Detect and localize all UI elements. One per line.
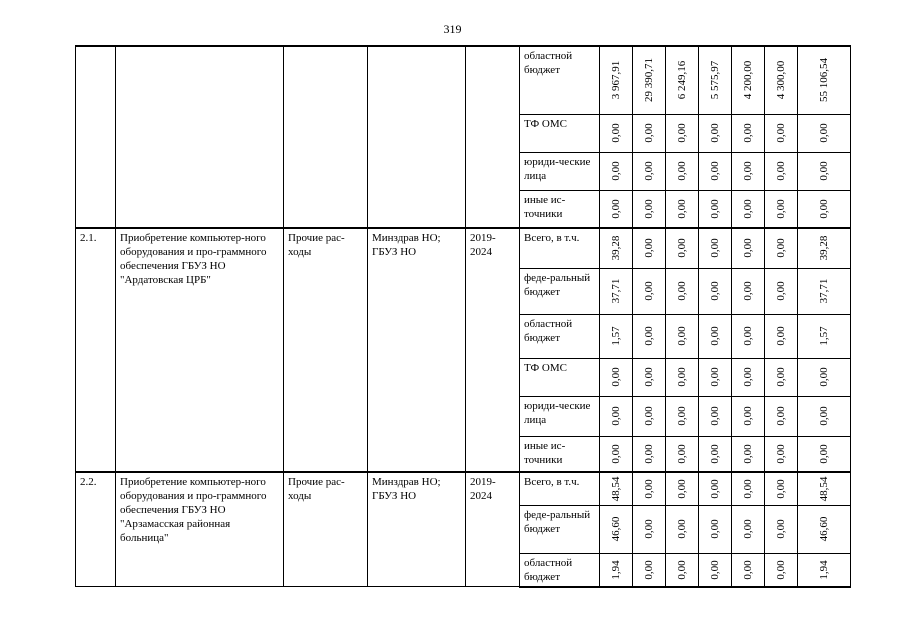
year-value-cell xyxy=(600,190,633,228)
executor-cell: Минздрав НО; ГБУЗ НО xyxy=(368,472,466,587)
expense-type-cell: Прочие рас-ходы xyxy=(284,472,368,587)
amount-value: 0,00 xyxy=(643,238,655,258)
year-value-cell xyxy=(699,553,732,587)
year-value-cell xyxy=(666,505,699,553)
amount-value: 0,00 xyxy=(709,519,721,539)
amount-value: 0,00 xyxy=(709,199,721,219)
year-value-cell xyxy=(732,358,765,396)
amount-value: 0,00 xyxy=(643,123,655,143)
amount-value: 0,00 xyxy=(775,444,787,464)
funding-source-cell: областной бюджет xyxy=(520,553,600,587)
amount-value: 0,00 xyxy=(775,406,787,426)
amount-value: 37,71 xyxy=(610,278,622,304)
amount-value: 0,00 xyxy=(676,367,688,387)
year-value-cell xyxy=(765,114,798,152)
funding-source-cell: Всего, в т.ч. xyxy=(520,228,600,268)
amount-value: 0,00 xyxy=(775,281,787,301)
year-value-cell xyxy=(699,152,732,190)
total-value-cell xyxy=(798,396,851,436)
amount-value: 0,00 xyxy=(775,161,787,181)
amount-value: 0,00 xyxy=(818,444,830,464)
year-value-cell xyxy=(600,228,633,268)
total-value-cell xyxy=(798,436,851,472)
expense-type-cell: Прочие рас-ходы xyxy=(284,228,368,472)
table-row xyxy=(76,228,851,268)
year-value-cell xyxy=(699,46,732,114)
amount-value: 0,00 xyxy=(818,199,830,219)
year-value-cell xyxy=(633,472,666,505)
year-value-cell xyxy=(666,46,699,114)
amount-value: 48,54 xyxy=(818,476,830,502)
year-value-cell xyxy=(633,358,666,396)
year-value-cell xyxy=(765,505,798,553)
amount-value: 0,00 xyxy=(775,367,787,387)
item-number-cell: 2.2. xyxy=(76,472,116,587)
year-value-cell xyxy=(732,505,765,553)
amount-value: 0,00 xyxy=(709,281,721,301)
year-value-cell xyxy=(633,268,666,314)
year-value-cell xyxy=(699,358,732,396)
amount-value: 55 106,54 xyxy=(818,58,830,103)
amount-value: 0,00 xyxy=(610,444,622,464)
amount-value: 0,00 xyxy=(742,123,754,143)
amount-value: 1,94 xyxy=(818,559,830,580)
year-value-cell xyxy=(732,228,765,268)
item-number-cell xyxy=(76,46,116,228)
amount-value: 0,00 xyxy=(643,161,655,181)
amount-value: 0,00 xyxy=(709,123,721,143)
item-name-cell xyxy=(116,46,284,228)
expense-type-cell xyxy=(284,46,368,228)
year-value-cell xyxy=(765,396,798,436)
year-value-cell xyxy=(732,190,765,228)
year-value-cell xyxy=(666,358,699,396)
year-value-cell xyxy=(765,228,798,268)
amount-value: 0,00 xyxy=(676,444,688,464)
year-value-cell xyxy=(765,152,798,190)
amount-value: 0,00 xyxy=(676,199,688,219)
amount-value: 0,00 xyxy=(643,281,655,301)
amount-value: 0,00 xyxy=(676,519,688,539)
year-value-cell xyxy=(699,268,732,314)
amount-value: 4 300,00 xyxy=(775,61,787,100)
amount-value: 0,00 xyxy=(709,326,721,346)
funding-source-cell: областной бюджет xyxy=(520,46,600,114)
year-value-cell xyxy=(666,396,699,436)
year-value-cell xyxy=(633,152,666,190)
amount-value: 0,00 xyxy=(676,281,688,301)
year-value-cell xyxy=(765,46,798,114)
amount-value: 29 390,71 xyxy=(643,58,655,103)
page-number: 319 xyxy=(443,22,462,36)
year-value-cell xyxy=(666,114,699,152)
total-value-cell xyxy=(798,190,851,228)
year-value-cell xyxy=(633,46,666,114)
year-value-cell xyxy=(699,114,732,152)
amount-value: 0,00 xyxy=(742,367,754,387)
amount-value: 0,00 xyxy=(676,161,688,181)
year-value-cell xyxy=(699,472,732,505)
amount-value: 0,00 xyxy=(742,406,754,426)
amount-value: 0,00 xyxy=(676,123,688,143)
amount-value: 0,00 xyxy=(818,406,830,426)
amount-value: 0,00 xyxy=(775,238,787,258)
year-value-cell xyxy=(765,472,798,505)
item-name-cell: Приобретение компьютер-ного оборудования и про-граммного обеспечения ГБУЗ НО "Ардатовская ЦРБ" xyxy=(116,228,284,472)
year-value-cell xyxy=(600,314,633,358)
funding-source-cell: иные ис-точники xyxy=(520,436,600,472)
executor-cell xyxy=(368,46,466,228)
amount-value: 0,00 xyxy=(643,406,655,426)
year-value-cell xyxy=(633,553,666,587)
amount-value: 0,00 xyxy=(775,559,787,580)
item-name-cell: Приобретение компьютер-ного оборудования и про-граммного обеспечения ГБУЗ НО "Арзамасская районная больница" xyxy=(116,472,284,587)
year-value-cell xyxy=(666,553,699,587)
year-value-cell xyxy=(765,358,798,396)
amount-value: 0,00 xyxy=(610,161,622,181)
amount-value: 0,00 xyxy=(676,479,688,499)
amount-value: 0,00 xyxy=(643,479,655,499)
year-value-cell xyxy=(633,436,666,472)
funding-source-cell: иные ис-точники xyxy=(520,190,600,228)
amount-value: 0,00 xyxy=(610,406,622,426)
amount-value: 0,00 xyxy=(742,479,754,499)
funding-source-cell: ТФ ОМС xyxy=(520,358,600,396)
item-number-cell: 2.1. xyxy=(76,228,116,472)
amount-value: 46,60 xyxy=(610,516,622,542)
year-value-cell xyxy=(732,268,765,314)
amount-value: 0,00 xyxy=(709,406,721,426)
table-body xyxy=(76,46,851,587)
year-value-cell xyxy=(732,114,765,152)
amount-value: 0,00 xyxy=(709,238,721,258)
amount-value: 48,54 xyxy=(610,476,622,502)
total-value-cell xyxy=(798,472,851,505)
funding-source-cell: Всего, в т.ч. xyxy=(520,472,600,505)
year-value-cell xyxy=(765,268,798,314)
amount-value: 0,00 xyxy=(742,559,754,580)
total-value-cell xyxy=(798,268,851,314)
period-cell xyxy=(466,46,520,228)
year-value-cell xyxy=(666,190,699,228)
year-value-cell xyxy=(600,396,633,436)
amount-value: 4 200,00 xyxy=(742,61,754,100)
amount-value: 0,00 xyxy=(818,367,830,387)
total-value-cell xyxy=(798,46,851,114)
year-value-cell xyxy=(732,152,765,190)
funding-source-cell: феде-ральный бюджет xyxy=(520,268,600,314)
funding-source-cell: юриди-ческие лица xyxy=(520,152,600,190)
year-value-cell xyxy=(765,314,798,358)
year-value-cell xyxy=(699,228,732,268)
amount-value: 0,00 xyxy=(775,519,787,539)
year-value-cell xyxy=(732,46,765,114)
period-cell: 2019-2024 xyxy=(466,228,520,472)
year-value-cell xyxy=(732,436,765,472)
amount-value: 1,57 xyxy=(818,326,830,346)
year-value-cell xyxy=(666,314,699,358)
year-value-cell xyxy=(633,396,666,436)
amount-value: 0,00 xyxy=(643,559,655,580)
table-row xyxy=(76,46,851,114)
amount-value: 0,00 xyxy=(709,444,721,464)
amount-value: 0,00 xyxy=(742,199,754,219)
amount-value: 0,00 xyxy=(775,326,787,346)
year-value-cell xyxy=(633,314,666,358)
amount-value: 0,00 xyxy=(610,367,622,387)
total-value-cell xyxy=(798,228,851,268)
year-value-cell xyxy=(633,505,666,553)
year-value-cell xyxy=(732,314,765,358)
funding-source-cell: юриди-ческие лица xyxy=(520,396,600,436)
amount-value: 0,00 xyxy=(676,406,688,426)
year-value-cell xyxy=(765,436,798,472)
year-value-cell xyxy=(600,553,633,587)
amount-value: 1,57 xyxy=(610,326,622,346)
year-value-cell xyxy=(600,46,633,114)
amount-value: 0,00 xyxy=(676,326,688,346)
total-value-cell xyxy=(798,358,851,396)
amount-value: 0,00 xyxy=(709,367,721,387)
year-value-cell xyxy=(633,228,666,268)
amount-value: 0,00 xyxy=(676,238,688,258)
year-value-cell xyxy=(600,505,633,553)
year-value-cell xyxy=(732,472,765,505)
amount-value: 0,00 xyxy=(818,161,830,181)
year-value-cell xyxy=(699,396,732,436)
year-value-cell xyxy=(699,314,732,358)
total-value-cell xyxy=(798,114,851,152)
amount-value: 39,28 xyxy=(818,235,830,261)
amount-value: 0,00 xyxy=(775,199,787,219)
amount-value: 0,00 xyxy=(742,519,754,539)
amount-value: 0,00 xyxy=(742,281,754,301)
amount-value: 0,00 xyxy=(643,199,655,219)
year-value-cell xyxy=(600,114,633,152)
amount-value: 0,00 xyxy=(676,559,688,580)
amount-value: 0,00 xyxy=(742,161,754,181)
amount-value: 0,00 xyxy=(742,326,754,346)
amount-value: 0,00 xyxy=(709,479,721,499)
amount-value: 37,71 xyxy=(818,278,830,304)
year-value-cell xyxy=(600,152,633,190)
amount-value: 0,00 xyxy=(742,444,754,464)
period-cell: 2019-2024 xyxy=(466,472,520,587)
year-value-cell xyxy=(666,228,699,268)
funding-source-cell: областной бюджет xyxy=(520,314,600,358)
executor-cell: Минздрав НО; ГБУЗ НО xyxy=(368,228,466,472)
year-value-cell xyxy=(699,436,732,472)
year-value-cell xyxy=(666,472,699,505)
year-value-cell xyxy=(666,152,699,190)
total-value-cell xyxy=(798,152,851,190)
funding-source-cell: феде-ральный бюджет xyxy=(520,505,600,553)
year-value-cell xyxy=(732,396,765,436)
amount-value: 0,00 xyxy=(709,559,721,580)
year-value-cell xyxy=(666,436,699,472)
amount-value: 0,00 xyxy=(643,326,655,346)
amount-value: 46,60 xyxy=(818,516,830,542)
year-value-cell xyxy=(600,436,633,472)
budget-table xyxy=(75,45,851,588)
year-value-cell xyxy=(633,114,666,152)
total-value-cell xyxy=(798,314,851,358)
amount-value: 0,00 xyxy=(643,367,655,387)
year-value-cell xyxy=(765,553,798,587)
year-value-cell xyxy=(600,358,633,396)
amount-value: 0,00 xyxy=(610,199,622,219)
amount-value: 39,28 xyxy=(610,235,622,261)
amount-value: 0,00 xyxy=(775,123,787,143)
amount-value: 0,00 xyxy=(643,444,655,464)
year-value-cell xyxy=(600,268,633,314)
amount-value: 0,00 xyxy=(643,519,655,539)
funding-source-cell: ТФ ОМС xyxy=(520,114,600,152)
amount-value: 3 967,91 xyxy=(610,61,622,100)
amount-value: 0,00 xyxy=(709,161,721,181)
amount-value: 6 249,16 xyxy=(676,61,688,100)
amount-value: 0,00 xyxy=(742,238,754,258)
total-value-cell xyxy=(798,553,851,587)
year-value-cell xyxy=(699,190,732,228)
amount-value: 0,00 xyxy=(610,123,622,143)
amount-value: 0,00 xyxy=(818,123,830,143)
year-value-cell xyxy=(600,472,633,505)
year-value-cell xyxy=(732,553,765,587)
table-row xyxy=(76,472,851,505)
year-value-cell xyxy=(765,190,798,228)
year-value-cell xyxy=(633,190,666,228)
amount-value: 0,00 xyxy=(775,479,787,499)
year-value-cell xyxy=(699,505,732,553)
year-value-cell xyxy=(666,268,699,314)
total-value-cell xyxy=(798,505,851,553)
amount-value: 5 575,97 xyxy=(709,61,721,100)
amount-value: 1,94 xyxy=(610,559,622,580)
